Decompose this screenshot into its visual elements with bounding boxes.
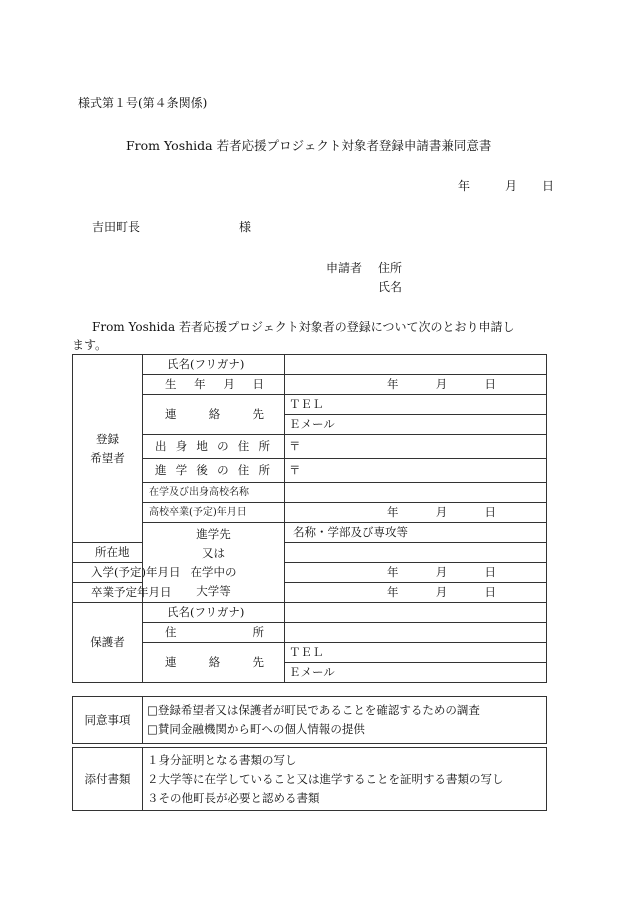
date-year: 年 (458, 179, 471, 193)
table-row (73, 483, 547, 503)
guardian-tel-field[interactable]: ＴＥＬ (285, 643, 547, 663)
university-name-label: 名称・学部及び専攻等 (285, 523, 547, 543)
applicant-name-label: 氏名 (378, 280, 403, 294)
registrant-highschool-field[interactable] (285, 483, 547, 503)
date-day: 日 (542, 179, 555, 193)
consent-table (72, 696, 547, 744)
registrant-birth-field[interactable]: 年 月 日 (285, 375, 547, 395)
guardian-email-field[interactable]: Ｅメール (285, 663, 547, 683)
consent-items (143, 697, 547, 744)
registrant-email-field[interactable]: Ｅメール (285, 415, 547, 435)
intro-line-1: From Yoshida 若者応援プロジェクト対象者の登録について次のとおり申請し (92, 320, 515, 334)
table-row (73, 603, 547, 623)
guardian-contact-label: 連 絡 先 (143, 643, 285, 683)
applicant-label: 申請者 (326, 261, 363, 275)
registrant-birth-label: 生 年 月 日 (143, 375, 285, 395)
attachment-item: ２大学等に在学していること又は進学することを証明する書類の写し (147, 771, 504, 786)
registrant-tel-field[interactable]: ＴＥＬ (285, 395, 547, 415)
consent-item[interactable]: □賛同金融機関から町への個人情報の提供 (147, 722, 365, 736)
form-title: From Yoshida 若者応援プロジェクト対象者登録申請書兼同意書 (126, 138, 492, 153)
attachment-item: １身分証明となる書類の写し (147, 752, 297, 767)
university-graduation-field[interactable]: 年 月 日 (285, 583, 547, 603)
guardian-group-label: 保護者 (73, 603, 143, 683)
table-row (73, 583, 547, 603)
intro-line-2: ます。 (72, 338, 108, 352)
registrant-after-entry-field[interactable]: 〒 (285, 459, 547, 483)
table-row (73, 643, 547, 663)
table-row (73, 503, 547, 523)
registrant-furigana-label: 氏名(フリガナ) (143, 355, 285, 375)
table-row (73, 623, 547, 643)
university-entry-label: 入学(予定)年月日 (73, 563, 143, 583)
table-row (73, 395, 547, 415)
table-row (73, 748, 547, 811)
guardian-address-label: 住 所 (143, 623, 285, 643)
university-graduation-label: 卒業予定年月日 (73, 583, 143, 603)
registrant-after-entry-label: 進 学 後 の 住 所 (143, 459, 285, 483)
attachments-label: 添付書類 (73, 748, 143, 811)
attachments-items (143, 748, 547, 811)
attachment-item: ３その他町長が必要と認める書類 (147, 790, 320, 805)
registrant-contact-label: 連 絡 先 (143, 395, 285, 435)
registration-form-table (72, 354, 547, 683)
table-row (73, 435, 547, 459)
registrant-graduation-label: 高校卒業(予定)年月日 (143, 503, 285, 523)
table-row (73, 523, 547, 543)
registrant-birthplace-label: 出 身 地 の 住 所 (143, 435, 285, 459)
table-row (73, 459, 547, 483)
table-row (73, 355, 547, 375)
university-location-label: 所 在 地 (73, 543, 143, 563)
attachments-table (72, 747, 547, 811)
registrant-highschool-label: 在学及び出身高校名称 (143, 483, 285, 503)
guardian-furigana-field[interactable] (285, 603, 547, 623)
form-number: 様式第１号(第４条関係) (78, 96, 208, 110)
registrant-graduation-field[interactable]: 年 月 日 (285, 503, 547, 523)
university-entry-field[interactable]: 年 月 日 (285, 563, 547, 583)
guardian-address-field[interactable] (285, 623, 547, 643)
applicant-address-label: 住所 (378, 261, 403, 275)
table-row (73, 563, 547, 583)
registrant-group-label: 登録 希望者 (73, 355, 143, 543)
university-location-field[interactable] (285, 543, 547, 563)
addressee-name: 吉田町長 (92, 220, 141, 234)
guardian-furigana-label: 氏名(フリガナ) (143, 603, 285, 623)
table-row (73, 375, 547, 395)
date-month: 月 (505, 179, 518, 193)
addressee-honorific: 様 (239, 220, 252, 234)
registrant-birthplace-field[interactable]: 〒 (285, 435, 547, 459)
registrant-furigana-field[interactable] (285, 355, 547, 375)
consent-item[interactable]: □登録希望者又は保護者が町民であることを確認するための調査 (147, 703, 480, 717)
consent-label: 同意事項 (73, 697, 143, 744)
university-group-label: 進学先 又は 在学中の 大学等 (143, 523, 285, 603)
table-row (73, 697, 547, 744)
